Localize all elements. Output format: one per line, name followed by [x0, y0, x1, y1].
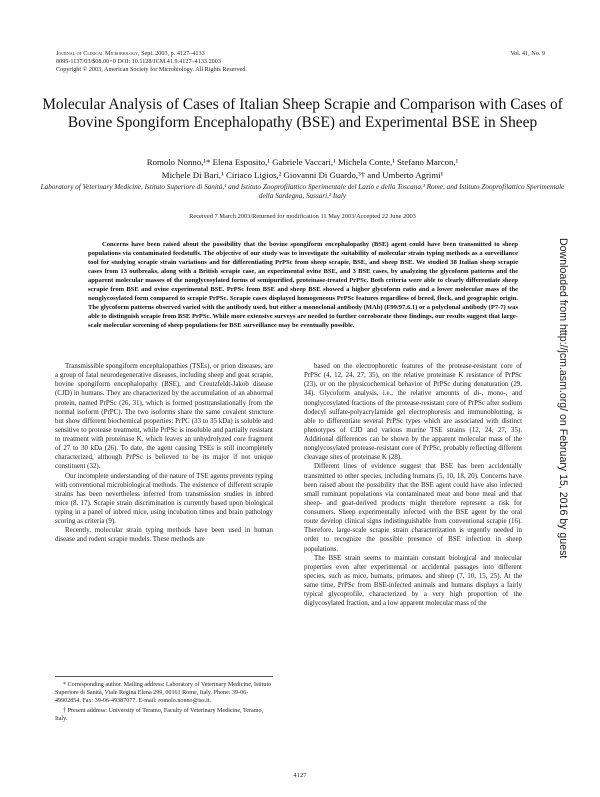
watermark-text: Downloaded from http://jcm.asm.org/ on February 15, 2016 by guest	[557, 238, 569, 559]
footnotes	[55, 676, 273, 725]
citation-pages: , Sept. 2003, p. 4127–4133	[138, 50, 205, 57]
author-line: Michele Di Bari,¹ Ciriaco Ligios,² Giovanni Di Guardo,³† and Umberto Agrimi¹	[161, 169, 444, 180]
copyright-line: Copyright © 2003, American Society for Microbiology. All Rights Reserved.	[56, 66, 247, 73]
download-watermark	[555, 238, 569, 559]
paragraph: The BSE strain seems to maintain constant biological and molecular properties even after experimental or accidental passages into different species, such as mice, humans, primates, and sheep (7, 10, 15, 25). At the same time, PrPSc from BSE-infected animals and humans displays a fairly typical glycoprofile, characterized by a very high proportion of the diglycosylated fraction, and a low apparent molecular mass of the	[304, 553, 522, 608]
author-line: Romolo Nonno,¹* Elena Esposito,¹ Gabriele Vaccari,¹ Michela Conte,¹ Stefano Marcon,¹	[146, 157, 459, 167]
issn-doi: 0095-1137/03/$08.00+0 DOI: 10.1128/JCM.41.9.4127–4133.2003	[56, 58, 221, 65]
footnote-corresponding-author: * Corresponding author. Mailing address: Laboratory of Veterinary Medicine, Istituto Superiore di Sanità, Viale Regina Elena 299, 00161 Rome, Italy. Phone: 39-06-49902854. Fax: 39-06-49387077. E-mail: romolo.nonno@iss.it.	[55, 682, 272, 705]
author-list	[40, 156, 565, 181]
affiliations: Laboratory of Veterinary Medicine, Istituto Superiore di Sanità,¹ and Istituto Zooprofilattico Sperimentale del Lazio e della Toscana,³ Rome, and Istituto Zooprofilattico Sperimentale della Sardegna, Sassari,² Italy	[40, 183, 565, 201]
journal-name: Journal of Clinical Microbiology	[56, 50, 139, 57]
paragraph: Recently, molecular strain typing methods have been used in human disease and rodent scrapie models. These methods are	[55, 526, 273, 544]
abstract-text: Concerns have been raised about the possibility that the bovine spongiform encephalopathy (BSE) agent could have been transmitted to sheep populations via contaminated feedstuffs. The objective of our study was to investigate the suitability of molecular strain typing methods as a surveillance tool for studying scrapie strain variations and for differentiating PrPSc from sheep scrapie, BSE, and sheep BSE. We studied 38 Italian sheep scrapie cases from 13 outbreaks, along with a British scrapie case, an experimental ovine BSE, and 3 BSE cases, by analyzing the glycoform patterns and the apparent molecular masses of the nonglycosylated forms of semipurified, proteinase-treated PrPSc. Both criteria were able to clearly differentiate sheep scrapie from BSE and ovine experimental BSE. PrPSc from BSE and sheep BSE showed a higher glycoform ratio and a lower molecular mass of the nonglycosylated form compared to scrapie PrPSc. Scrapie cases displayed homogeneous PrPSc features regardless of breed, flock, and geographic origin. The glycoform patterns observed varied with the antibody used, but either a monoclonal antibody (MAb) (F99/97.6.1) or a polyclonal antibody (P7-7) was able to distinguish scrapie from BSE PrPSc. While more extensive surveys are needed to further corroborate these findings, our results suggest that large-scale molecular screening of sheep populations for BSE surveillance may be eventually possible.	[88, 241, 518, 330]
paragraph: Transmissible spongiform encephalopathies (TSEs), or prion diseases, are a group of fatal neurodegenerative diseases, including sheep and goat scrapie, bovine spongiform encephalopathy (BSE), and Creutzfeldt-Jakob disease (CJD) in humans. They are characterized by the accumulation of an abnormal protein, named PrPSc (26, 31), which is formed posttranslationally from the normal isoform (PrPC). The two isoforms share the same covalent structure but show different biochemical properties: PrPC (33 to 35 kDa) is soluble and sensitive to protease treatment, while PrPSc is insoluble and partially resistant to treatment with proteinase K, which leaves an unhydrolyzed core fragment of 27 to 30 kDa (26). To date, the agent causing TSEs is still incompletely characterized, although PrPSc is believed to be its major if not unique constituent (32).	[55, 362, 273, 471]
paper-title: Molecular Analysis of Cases of Italian Sheep Scrapie and Comparison with Cases of Bovine Spongiform Encephalopathy (BSE) and Experimental BSE in Sheep	[42, 96, 563, 132]
paragraph: based on the electrophoretic features of the protease-resistant core of PrPSc (4, 12, 24, 27, 35), on the relative proteinase K resistance of PrPSc (23), or on the physicochemical behavior of PrPSc during denaturation (29, 34). Glycoform analysis, i.e., the relative amounts of di-, mono-, and nonglycosylated fractions of the protease-resistant core of PrPSc after sodium dodecyl sulfate-polyacrylamide gel electrophoresis and immunoblotting, is able to differentiate several PrPSc types which are associated with distinct phenotypes of CJD and various murine TSE strains (12, 24, 27, 35). Additional differences can be shown by the apparent molecular mass of the nonglycosylated protease-resistant core of PrPSc, probably reflecting different cleavage sites of proteinase K (28).	[304, 362, 522, 462]
volume-label: Vol. 41, No. 9	[510, 50, 545, 57]
body-column-right	[304, 362, 522, 608]
paragraph: Our incomplete understanding of the nature of TSE agents prevents typing with conventional microbiological methods. The existence of different scrapie strains has been nevertheless inferred from transmission studies in inbred mice (8, 17). Scrapie strain discrimination is currently based upon biological typing in a panel of inbred mice, using incubation times and brain pathology scoring as criteria (9).	[55, 471, 273, 526]
page-number: 4127	[293, 772, 307, 779]
journal-citation	[56, 50, 386, 58]
abstract	[88, 240, 518, 330]
footnote-present-address: † Present address: University of Teramo, Faculty of Veterinary Medicine, Teramo, Italy.	[55, 708, 264, 723]
paragraph: Different lines of evidence suggest that BSE has been accidentally transmitted to other species, including humans (5, 10, 18, 20). Concerns have been raised about the possibility that the BSE agent could have also infected small ruminant populations via contaminated meat and bone meal and that sheep- and goat-derived products might therefore represent a risk for consumers. Sheep experimentally infected with the BSE agent by the oral route develop clinical signs indistinguishable from conventional scrapie (16). Therefore, large-scale scrapie strain characterization is urgently needed in order to recognize the possible presence of BSE infection in sheep populations.	[304, 462, 522, 553]
running-header	[56, 50, 386, 74]
received-dates: Received 7 March 2003/Returned for modification 11 May 2003/Accepted 22 June 2003	[189, 213, 416, 220]
body-column-left	[55, 362, 273, 545]
